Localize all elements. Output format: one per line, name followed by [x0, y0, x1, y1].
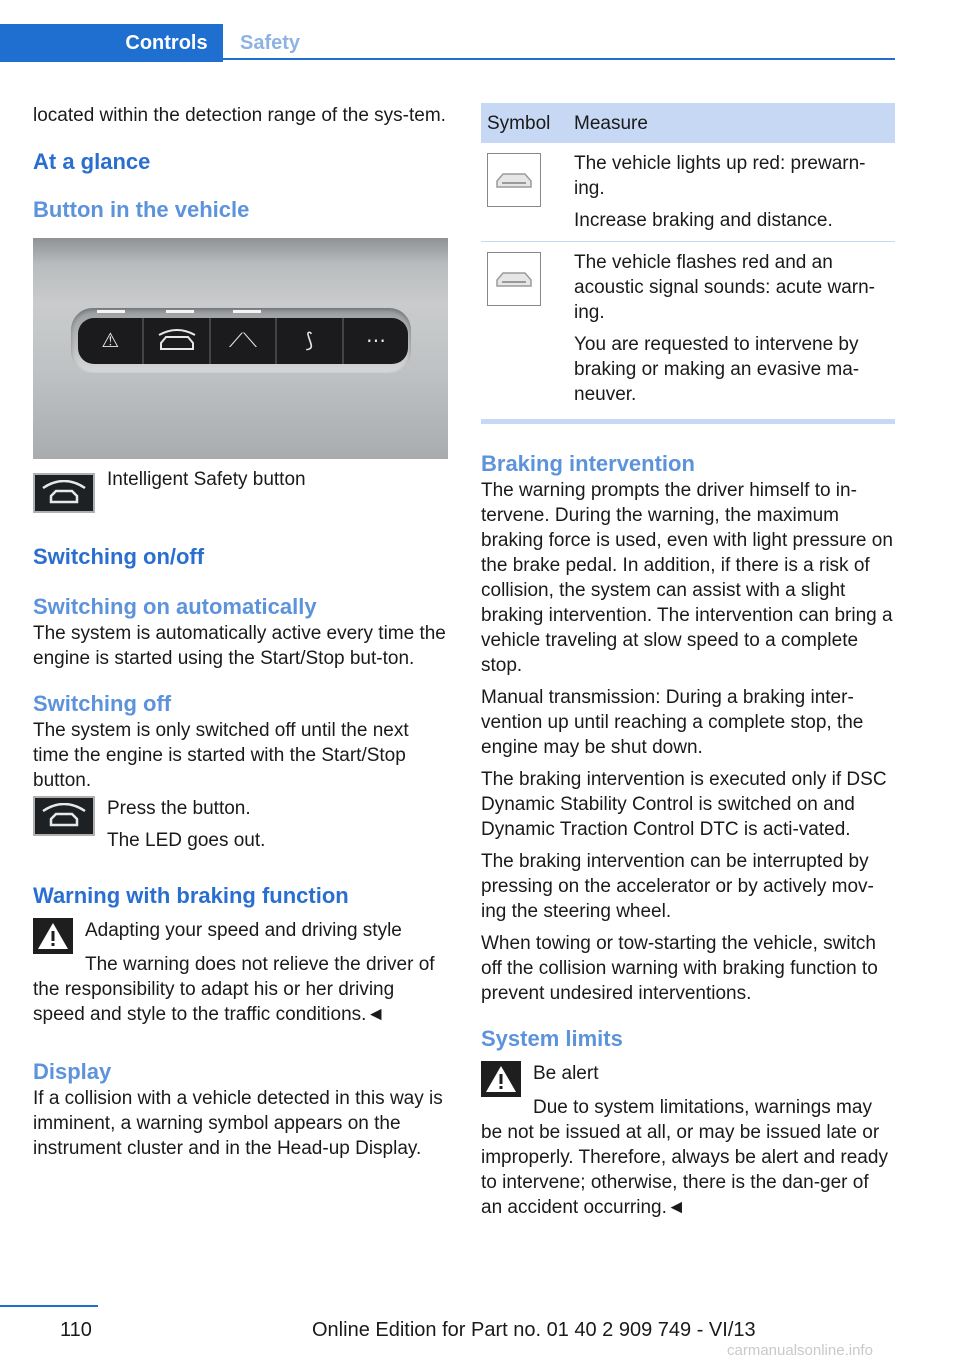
tab-safety-label: Safety — [240, 32, 301, 54]
col-measure: Measure — [568, 103, 895, 143]
bi-paragraph-1: The warning prompts the driver himself to in-tervene. During the warning, the maximum braking force is used, even with light pressure on the brake pedal. In addition, if there is a risk of collision, the system can assist with a slight braking intervention. The intervention can bring a vehicle traveling at slow speed to a complete stop. — [481, 480, 893, 676]
table-row — [481, 242, 895, 416]
heading-warning-braking: Warning with braking function — [33, 883, 349, 908]
car-prewarning-icon — [487, 153, 541, 207]
park-distance-icon: ⋯ — [365, 329, 386, 352]
vehicle-button-photo — [33, 238, 448, 459]
tab-controls[interactable] — [0, 24, 223, 62]
bi-paragraph-3: The braking intervention is executed only if DSC Dynamic Stability Control is switched on and Dynamic Traction Control DTC is acti-vated. — [481, 769, 887, 840]
bi-paragraph-2: Manual transmission: During a braking inter-vention up until reaching a complete stop, the engine may be shut down. — [481, 687, 864, 758]
press-button-row — [33, 796, 448, 860]
edition-footer: Online Edition for Part no. 01 40 2 909 749 - VI/13 — [312, 1319, 756, 1341]
lane-change-icon: ⟋⟍ — [211, 318, 277, 364]
lane-departure-icon: ⚠ — [78, 318, 144, 364]
table-header — [481, 103, 895, 143]
bi-paragraph-5: When towing or tow-starting the vehicle, switch off the collision warning with braking function to prevent undesired interventions. — [481, 933, 878, 1004]
heading-display: Display — [33, 1059, 112, 1084]
press-button-text: Press the button. — [107, 798, 251, 819]
auto-text: The system is automatically active every time the engine is started using the Start/Stop but-ton. — [33, 623, 446, 669]
page-number: 110 — [60, 1319, 92, 1341]
limits-text: Due to system limitations, warnings may be not be issued at all, or may be issued late or improperly. Therefore, always be alert and ready to intervene; otherwise, there is the dan-ger of an accident occurring.◄ — [481, 1097, 888, 1218]
warning-triangle-icon — [481, 1061, 521, 1097]
right-column — [481, 103, 895, 1227]
row1-measure-1: The vehicle lights up red: prewarn-ing. — [574, 153, 866, 199]
row2-measure-1: The vehicle flashes red and an acoustic signal sounds: acute warn-ing. — [574, 252, 875, 323]
adapt-text: The warning does not relieve the driver of the responsibility to adapt his or her driving speed and style to the traffic conditions.◄ — [33, 954, 435, 1025]
heading-braking-intervention: Braking intervention — [481, 451, 695, 476]
header-tabs — [0, 24, 895, 62]
adapt-title: Adapting your speed and driving style — [85, 920, 402, 941]
be-alert-title: Be alert — [533, 1063, 599, 1084]
heading-switching-off: Switching off — [33, 691, 172, 716]
adapt-warning-row — [33, 918, 448, 954]
be-alert-row — [481, 1061, 895, 1097]
watermark: carmanualsonline.info — [727, 1342, 873, 1359]
intelligent-safety-label: Intelligent Safety button — [107, 469, 306, 490]
warning-triangle-icon — [33, 918, 73, 954]
intro-text: located within the detection range of the sys-tem. — [33, 105, 446, 126]
heading-button-in-vehicle: Button in the vehicle — [33, 197, 250, 222]
heading-switching-onoff: Switching on/off — [33, 544, 205, 569]
heading-switching-on-auto: Switching on automatically — [33, 594, 317, 619]
symbol-table — [481, 103, 895, 415]
row2-measure-2: You are requested to intervene by braking or making an evasive ma-neuver. — [574, 334, 860, 405]
tab-controls-label: Controls — [125, 32, 208, 54]
intelligent-safety-row — [33, 469, 448, 513]
tab-safety[interactable] — [223, 24, 895, 60]
left-column — [33, 103, 448, 1168]
page-number-rule — [0, 1305, 98, 1307]
heading-system-limits: System limits — [481, 1026, 623, 1051]
bi-paragraph-4: The braking intervention can be interrupted by pressing on the accelerator or by actively mov-ing the steering wheel. — [481, 851, 874, 922]
led-out-text: The LED goes out. — [107, 830, 266, 851]
intelligent-safety-icon — [144, 318, 210, 364]
row1-measure-2: Increase braking and distance. — [574, 210, 833, 231]
side-warning-icon: ⟆ — [277, 318, 343, 364]
off-text: The system is only switched off until the next time the engine is started with the Start/Stop button. — [33, 720, 409, 791]
heading-at-a-glance: At a glance — [33, 149, 151, 174]
car-acute-warning-icon — [487, 252, 541, 306]
intelligent-safety-button-icon — [33, 473, 95, 513]
col-symbol: Symbol — [481, 103, 568, 143]
display-text: If a collision with a vehicle detected in this way is imminent, a warning symbol appears on the instrument cluster and in the Head-up Display. — [33, 1088, 443, 1159]
intelligent-safety-button-icon-2 — [33, 796, 95, 836]
table-row — [481, 143, 895, 242]
